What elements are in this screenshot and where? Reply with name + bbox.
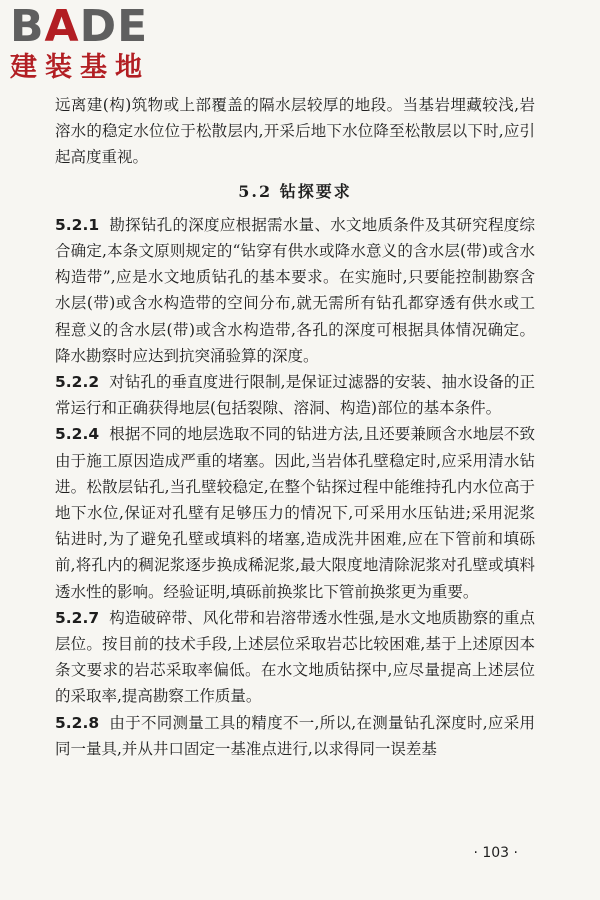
- logo-letter-a: A: [44, 1, 80, 52]
- clause-text: 由于不同测量工具的精度不一,所以,在测量钻孔深度时,应采用同一量具,并从井口固定一基准点进行,以求得同一误差基: [55, 713, 535, 758]
- clause-text: 对钻孔的垂直度进行限制,是保证过滤器的安装、抽水设备的正常运行和正确获得地层(包括裂隙、溶洞、构造)部位的基本条件。: [55, 373, 535, 418]
- clause-5-2-4: [55, 421, 535, 604]
- logo-wordmark: [10, 1, 185, 52]
- intro-paragraph: 远离建(构)筑物或上部覆盖的隔水层较厚的地段。当基岩埋藏较浅,岩溶水的稳定水位位于松散层内,开采后地下水位降至松散层以下时,应引起高度重视。: [55, 96, 535, 167]
- logo-letters-de: DE: [79, 1, 149, 52]
- clause-number: 5.2.2: [55, 373, 100, 392]
- clause-number: 5.2.1: [55, 215, 100, 234]
- logo-subtitle: 建装基地: [10, 52, 150, 83]
- clause-number: 5.2.8: [55, 713, 100, 732]
- bade-logo: [10, 1, 185, 84]
- clause-5-2-2: [55, 369, 535, 421]
- clause-number: 5.2.4: [55, 425, 100, 444]
- clause-number: 5.2.7: [55, 608, 100, 627]
- clause-text: 勘探钻孔的深度应根据需水量、水文地质条件及其研究程度综合确定,本条文原则规定的“钻穿有供水或降水意义的含水层(带)或含水构造带”,应是水文地质钻孔的基本要求。在实施时,只要能控制勘察含水层(带)或含水构造带的空间分布,就无需所有钻孔都穿透有供水或工程意义的含水层(带)或含水构造带,各孔的深度可根据具体情况确定。降水勘察时应达到抗突涌验算的深度。: [55, 215, 535, 365]
- clause-5-2-1: [55, 212, 535, 369]
- clause-5-2-7: [55, 605, 535, 710]
- logo-letter-b: B: [10, 1, 45, 52]
- page-number: · 103 ·: [473, 845, 518, 861]
- section-title: 5.2 钻探要求: [238, 181, 352, 201]
- clause-text: 构造破碎带、风化带和岩溶带透水性强,是水文地质勘察的重点层位。按目前的技术手段,上述层位采取岩芯比较困难,基于上述原因本条文要求的岩芯采取率偏低。在水文地质钻探中,应尽量提高上述层位的采取率,提高勘察工作质量。: [55, 608, 535, 706]
- page-body: [55, 92, 535, 762]
- clause-5-2-8: [55, 710, 535, 762]
- clause-text: 根据不同的地层选取不同的钻进方法,且还要兼顾含水地层不致由于施工原因造成严重的堵塞。因此,当岩体孔壁稳定时,应采用清水钻进。松散层钻孔,当孔壁较稳定,在整个钻探过程中能维持孔内水位高于地下水位,保证对孔壁有足够压力的情况下,可采用水压钻进;采用泥浆钻进时,为了避免孔壁或填料的堵塞,造成洗井困难,应在下管前和填砾前,将孔内的稠泥浆逐步换成稀泥浆,最大限度地清除泥浆对孔壁或填料透水性的影响。经验证明,填砾前换浆比下管前换浆更为重要。: [55, 425, 535, 601]
